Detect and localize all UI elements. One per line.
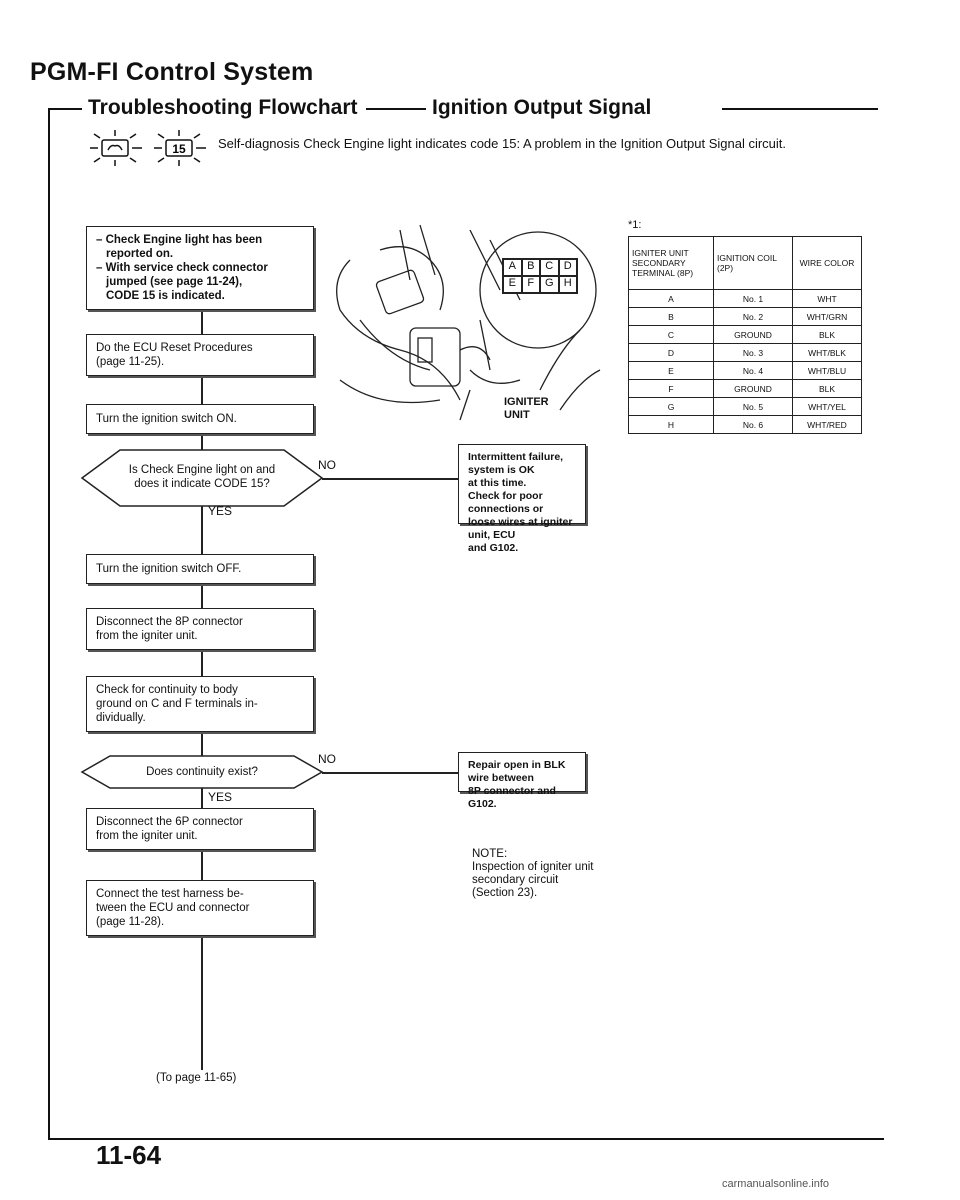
coil-cell: No. 6 xyxy=(714,416,793,434)
step-box-2 xyxy=(86,334,314,376)
step2-line-2: (page 11-25). xyxy=(96,356,165,368)
step1-line-3: – With service check connector xyxy=(96,262,268,274)
step6-line-1: Check for continuity to body xyxy=(96,684,238,696)
note-line-3: secondary circuit xyxy=(472,874,559,886)
connector-callout xyxy=(502,258,578,294)
terminal-cell: D xyxy=(629,344,714,362)
step-box-4: Turn the ignition switch OFF. xyxy=(86,554,314,584)
pin-f: F xyxy=(522,276,541,293)
no-result2-line-2: 8P connector and G102. xyxy=(468,785,556,810)
connector-row-top xyxy=(503,259,577,276)
no-result-box-1 xyxy=(458,444,586,554)
terminal-cell: E xyxy=(629,362,714,380)
note-line-2: Inspection of igniter unit xyxy=(472,861,594,873)
step8-line-2: tween the ECU and connector xyxy=(96,902,250,914)
code-15-icon xyxy=(150,128,210,168)
terminal-cell: F xyxy=(629,380,714,398)
table-row xyxy=(629,398,862,416)
decision1-text xyxy=(112,463,292,491)
step-box-6 xyxy=(86,676,314,732)
coil-cell: No. 2 xyxy=(714,308,793,326)
pin-c: C xyxy=(540,259,559,276)
header-rule-right xyxy=(722,108,878,110)
terminal-cell: A xyxy=(629,290,714,308)
watermark-footer: carmanualsonline.info xyxy=(722,1178,830,1190)
igniter-unit-illustration xyxy=(320,220,620,430)
pin-a: A xyxy=(503,259,522,276)
igniter-label-line-2: UNIT xyxy=(504,409,530,421)
step2-line-1: Do the ECU Reset Procedures xyxy=(96,342,253,354)
table-row xyxy=(629,344,862,362)
step1-line-5: CODE 15 is indicated. xyxy=(106,290,225,302)
decision2-no-label: NO xyxy=(318,752,336,766)
no-result-box-2 xyxy=(458,752,586,810)
step8-line-1: Connect the test harness be- xyxy=(96,888,244,900)
flowchart-subtitle: Troubleshooting Flowchart xyxy=(88,96,358,119)
note-line-1: NOTE: xyxy=(472,848,508,860)
wire-color-cell: WHT/BLK xyxy=(793,344,862,362)
note-line-4: (Section 23). xyxy=(472,887,538,899)
table-header-row xyxy=(629,237,862,290)
decision2-yes-label: YES xyxy=(208,790,233,804)
step1-line-2: reported on. xyxy=(106,248,174,260)
wire-color-cell: WHT/BLU xyxy=(793,362,862,380)
decision1-line-1: Is Check Engine light on and xyxy=(128,464,276,476)
pin-h: H xyxy=(559,276,578,293)
decision1-line-2: does it indicate CODE 15? xyxy=(134,478,270,490)
igniter-label xyxy=(504,396,549,422)
left-border-line xyxy=(48,108,50,1140)
step8-line-3: (page 11-28). xyxy=(96,916,165,928)
wire-color-cell: WHT/GRN xyxy=(793,308,862,326)
table-row xyxy=(629,290,862,308)
step7-line-2: from the igniter unit. xyxy=(96,830,198,842)
pin-b: B xyxy=(522,259,541,276)
table-row xyxy=(629,326,862,344)
wire-color-cell: BLK xyxy=(793,380,862,398)
pin-e: E xyxy=(503,276,522,293)
no-result1-line-4: loose wires at igniter unit, ECU xyxy=(468,516,573,541)
header-rule-mid xyxy=(366,108,426,110)
step5-line-1: Disconnect the 8P connector xyxy=(96,616,243,628)
no-result2-line-1: Repair open in BLK wire between xyxy=(468,759,566,784)
wire-color-cell: WHT/YEL xyxy=(793,398,862,416)
section-title: Ignition Output Signal xyxy=(432,96,652,119)
coil-cell: No. 5 xyxy=(714,398,793,416)
decision2-no-connector xyxy=(322,772,458,774)
coil-cell: GROUND xyxy=(714,380,793,398)
check-engine-icon xyxy=(86,128,146,168)
pin-g: G xyxy=(540,276,559,293)
code-15-text: 15 xyxy=(172,142,186,156)
wire-color-cell: WHT/RED xyxy=(793,416,862,434)
connector-row-bottom xyxy=(503,276,577,293)
intro-text: Self-diagnosis Check Engine light indicates code 15: A problem in the Ignition Output Signal circuit. xyxy=(218,136,787,151)
table-row xyxy=(629,362,862,380)
table-marker: *1: xyxy=(628,219,642,231)
terminal-cell: H xyxy=(629,416,714,434)
igniter-label-line-1: IGNITER xyxy=(504,396,549,408)
terminal-table xyxy=(628,236,862,434)
table-row xyxy=(629,308,862,326)
wire-color-cell: WHT xyxy=(793,290,862,308)
coil-cell: No. 3 xyxy=(714,344,793,362)
decision2-text: Does continuity exist? xyxy=(146,766,258,778)
no-result1-line-1: Intermittent failure, system is OK xyxy=(468,451,564,476)
wire-color-cell: BLK xyxy=(793,326,862,344)
no-result1-line-3: Check for poor connections or xyxy=(468,490,544,515)
decision1-no-label: NO xyxy=(318,458,336,472)
decision1-yes-label: YES xyxy=(208,504,233,518)
step-box-5 xyxy=(86,608,314,650)
bottom-border-line xyxy=(48,1138,884,1140)
step-box-3: Turn the ignition switch ON. xyxy=(86,404,314,434)
table-header-coil: IGNITION COIL (2P) xyxy=(714,237,793,290)
step-box-7 xyxy=(86,808,314,850)
terminal-cell: G xyxy=(629,398,714,416)
step-box-1 xyxy=(86,226,314,310)
step1-line-1: – Check Engine light has been xyxy=(96,234,263,246)
coil-cell: No. 1 xyxy=(714,290,793,308)
no-result1-line-2: at this time. xyxy=(468,477,527,489)
table-row xyxy=(629,416,862,434)
decision1-no-connector xyxy=(322,478,458,480)
coil-cell: GROUND xyxy=(714,326,793,344)
terminal-cell: C xyxy=(629,326,714,344)
page-title: PGM-FI Control System xyxy=(30,58,314,86)
table-row xyxy=(629,380,862,398)
header-rule-left xyxy=(48,108,82,110)
step6-line-3: dividually. xyxy=(96,712,146,724)
step1-line-4: jumped (see page 11-24), xyxy=(106,276,243,288)
page-number: 11-64 xyxy=(96,1140,162,1170)
continue-label: (To page 11-65) xyxy=(156,1072,237,1084)
step5-line-2: from the igniter unit. xyxy=(96,630,198,642)
table-header-wire: WIRE COLOR xyxy=(793,237,862,290)
pin-d: D xyxy=(559,259,578,276)
step6-line-2: ground on C and F terminals in- xyxy=(96,698,258,710)
coil-cell: No. 4 xyxy=(714,362,793,380)
step7-line-1: Disconnect the 6P connector xyxy=(96,816,243,828)
no-result1-line-5: and G102. xyxy=(468,542,519,554)
note-text xyxy=(472,848,593,900)
table-header-terminal: IGNITER UNIT SECONDARY TERMINAL (8P) xyxy=(629,237,714,290)
terminal-cell: B xyxy=(629,308,714,326)
step-box-8 xyxy=(86,880,314,936)
